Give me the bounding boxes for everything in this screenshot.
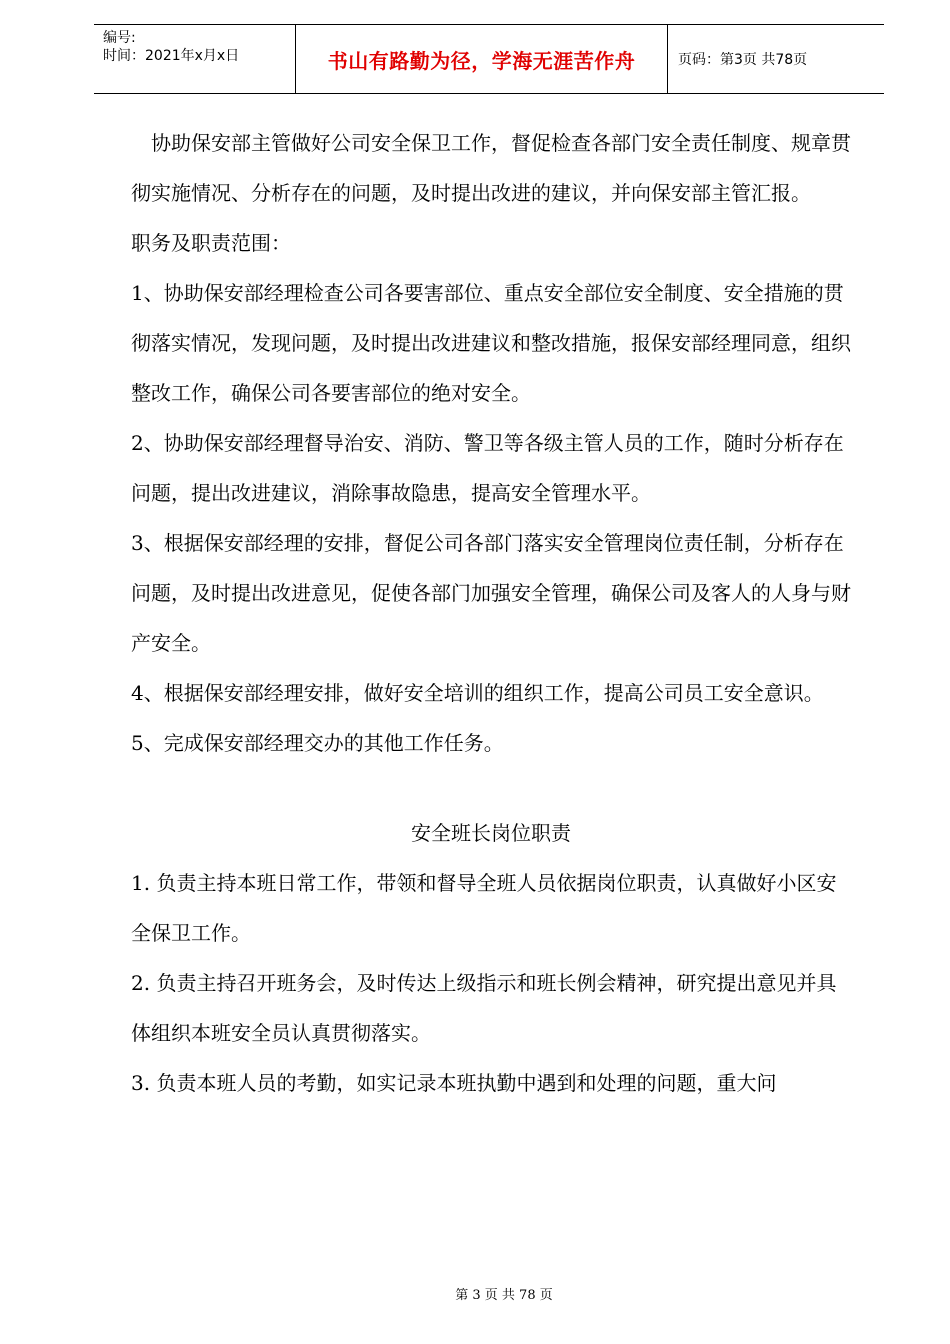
section-title: 安全班长岗位职责 [411, 821, 571, 845]
scope-item: 2、协助保安部经理督导治安、消防、警卫等各级主管人员的工作，随时分析存在问题，提出改进建议，消除事故隐患，提高安全管理水平。 [131, 431, 844, 505]
header-page-info: 页码：第3页 共78页 [678, 52, 808, 68]
scope-item: 1、协助保安部经理检查公司各要害部位、重点安全部位安全制度、安全措施的贯彻落实情况，发现问题，及时提出改进建议和整改措施，报保安部经理同意，组织整改工作，确保公司各要害部位的绝对安全。 [131, 281, 851, 405]
scope-item: 3、根据保安部经理的安排，督促公司各部门落实安全管理岗位责任制，分析存在问题，及时提出改进意见，促使各部门加强安全管理，确保公司及客人的人身与财产安全。 [131, 531, 851, 655]
page-footer: 第 3 页 共 78 页 [455, 1288, 553, 1303]
document-body [131, 118, 851, 1108]
scope-heading: 职务及职责范围： [131, 231, 291, 255]
header-motto: 书山有路勤为径，学海无涯苦作舟 [296, 25, 668, 93]
section-item: 2. 负责主持召开班务会，及时传达上级指示和班长例会精神，研究提出意见并具体组织本班安全员认真贯彻落实。 [131, 971, 837, 1045]
section-item: 1. 负责主持本班日常工作，带领和督导全班人员依据岗位职责，认真做好小区安全保卫工作。 [131, 871, 837, 945]
scope-item: 5、完成保安部经理交办的其他工作任务。 [131, 731, 504, 755]
page-header [94, 24, 884, 94]
scope-item: 4、根据保安部经理安排，做好安全培训的组织工作，提高公司员工安全意识。 [131, 681, 824, 705]
header-number-label: 编号: [103, 30, 136, 46]
section-item: 3. 负责本班人员的考勤，如实记录本班执勤中遇到和处理的问题，重大问 [131, 1071, 777, 1095]
intro-paragraph: 协助保安部主管做好公司安全保卫工作，督促检查各部门安全责任制度、规章贯彻实施情况、分析存在的问题，及时提出改进的建议，并向保安部主管汇报。 [131, 131, 851, 205]
header-meta-cell [94, 25, 296, 93]
header-time-label: 时间：2021年x月x日 [103, 48, 240, 64]
